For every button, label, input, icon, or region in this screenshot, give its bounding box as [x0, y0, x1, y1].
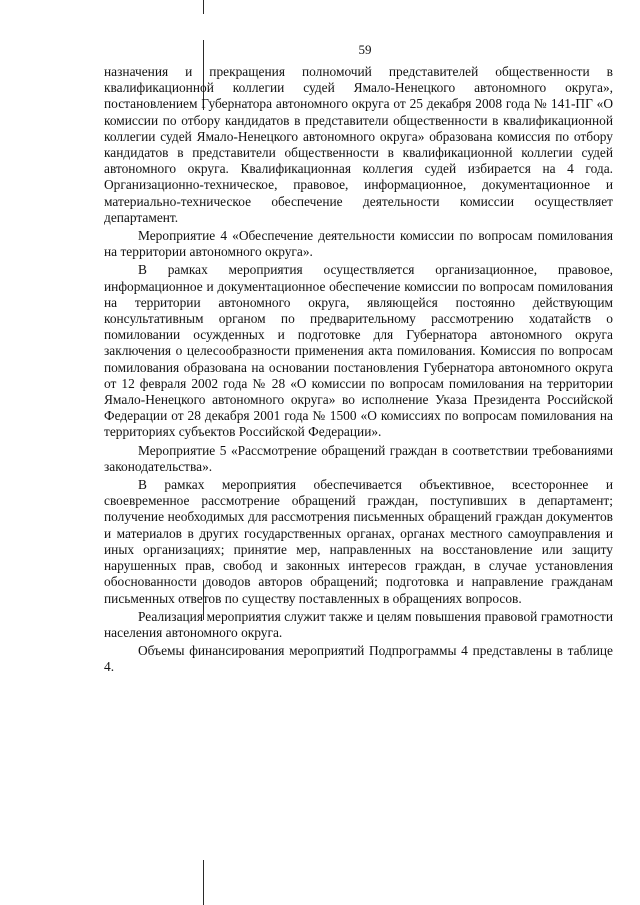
page-number: 59: [358, 42, 372, 57]
scan-artifact-line: [203, 0, 204, 14]
paragraph: В рамках мероприятия обеспечивается объективное, всестороннее и своевременное рассмотрение обращений граждан, поступивших в департамент; получение необходимых для рассмотрения письменных обращений граждан документов и материалов в других государственных органах, органах местного самоуправления и иных организациях; принятие мер, направленных на восстановление или защиту нарушенных прав, свобод и законных интересов граждан, в случае установления обоснованности доводов авторов обращений; подготовка и направление гражданам письменных ответов по существу поставленных в обращениях вопросов.: [104, 477, 613, 606]
body-text: [104, 64, 613, 676]
paragraph: Мероприятие 5 «Рассмотрение обращений граждан в соответствии требованиями законодательства».: [104, 442, 613, 474]
scan-artifact-line: [203, 860, 204, 905]
paragraph: Реализация мероприятия служит также и целям повышения правовой грамотности населения автономного округа.: [104, 608, 613, 640]
paragraph: назначения и прекращения полномочий представителей общественности в квалификационной коллегии судей Ямало-Ненецкого автономного округа», постановлением Губернатора автономного округа от 25 декабря 2008 года № 141-ПГ «О комиссии по отбору кандидатов в представители общественности в квалификационной коллегии судей Ямало-Ненецкого автономного округа» образована комиссия по отбору кандидатов в представители общественности в квалификационной коллегии судей автономного округа. Квалификационная коллегия судей избирается на 4 года. Организационно-техническое, правовое, информационное, документационное и материально-техническое обеспечение деятельности комиссии осуществляет департамент.: [104, 64, 613, 225]
paragraph: В рамках мероприятия осуществляется организационное, правовое, информационное и документационное обеспечение комиссии по вопросам помилования на территории автономного округа, являющейся постоянно действующим консультативным органом по предварительному рассмотрению ходатайств о помиловании осужденных и подготовке для Губернатора автономного округа заключения о целесообразности применения акта помилования. Комиссия по вопросам помилования образована на основании постановления Губернатора автономного округа от 12 февраля 2002 года № 28 «О комиссии по вопросам помилования на территории Ямало-Ненецкого автономного округа» во исполнение Указа Президента Российской Федерации от 28 декабря 2001 года № 1500 «О комиссиях по вопросам помилования на территориях субъектов Российской Федерации».: [104, 262, 613, 440]
paragraph: Мероприятие 4 «Обеспечение деятельности комиссии по вопросам помилования на территории автономного округа».: [104, 228, 613, 260]
paragraph: Объемы финансирования мероприятий Подпрограммы 4 представлены в таблице 4.: [104, 643, 613, 675]
